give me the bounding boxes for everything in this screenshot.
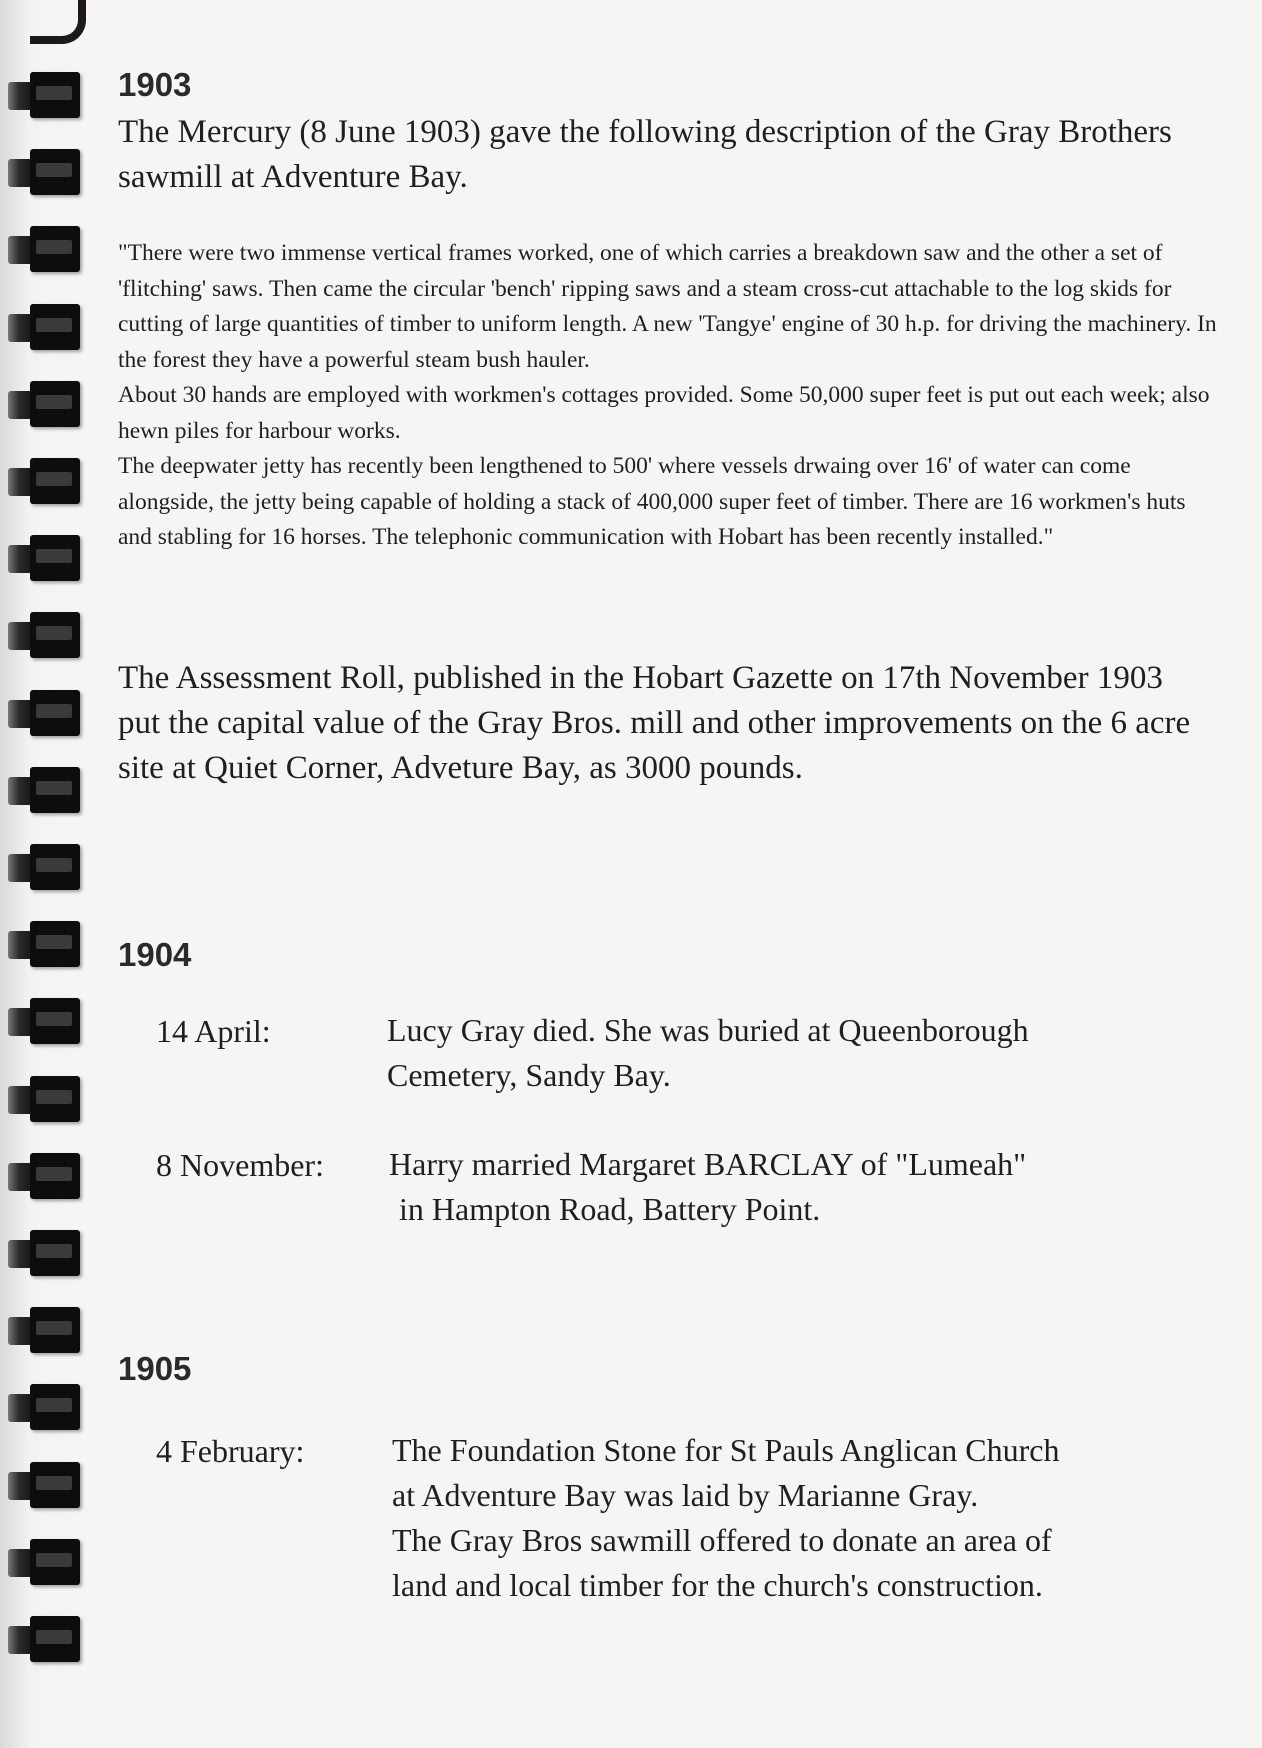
- event-text: [392, 1428, 1222, 1608]
- quote-paragraph: The deepwater jetty has recently been lengthened to 500' where vessels drwaing over 16' of water can come alongside, the jetty being capable of holding a stack of 400,000 super feet of timber. There are 16 workmen's huts and stabling for 16 horses. The telephonic communication with Hobart has been recently installed.": [118, 453, 1186, 550]
- event-text: [387, 1008, 1217, 1098]
- year-heading-1903: 1903: [118, 66, 192, 103]
- mercury-quote: [118, 236, 1218, 556]
- year-heading-1905: 1905: [118, 1350, 192, 1387]
- event-date: 4 February:: [156, 1433, 305, 1469]
- quote-paragraph: About 30 hands are employed with workmen's cottages provided. Some 50,000 super feet is put out each week; also hewn piles for harbour works.: [118, 382, 1210, 444]
- year-heading-1904: 1904: [118, 936, 192, 973]
- event-line: The Foundation Stone for St Pauls Anglican Church: [392, 1432, 1060, 1468]
- quote-paragraph: "There were two immense vertical frames worked, one of which carries a breakdown saw and the other a set of 'flitching' saws. Then came the circular 'bench' ripping saws and a steam cross-cut attachable to the log skids for cutting of large quantities of timber to uniform length. A new 'Tangye' engine of 30 h.p. for driving the machinery. In the forest they have a powerful steam bush hauler.: [118, 240, 1217, 373]
- event-line: land and local timber for the church's construction.: [392, 1567, 1043, 1603]
- event-line: in Hampton Road, Battery Point.: [399, 1191, 821, 1227]
- event-line: The Gray Bros sawmill offered to donate an area of: [392, 1522, 1052, 1558]
- mercury-intro-paragraph: The Mercury (8 June 1903) gave the following description of the Gray Brothers sawmill at Adventure Bay.: [118, 114, 1172, 195]
- event-line: Cemetery, Sandy Bay.: [387, 1057, 671, 1093]
- event-date: 14 April:: [156, 1013, 271, 1049]
- event-line: Harry married Margaret BARCLAY of "Lumeah": [389, 1146, 1027, 1182]
- event-line: at Adventure Bay was laid by Marianne Gray.: [392, 1477, 979, 1513]
- event-date: 8 November:: [156, 1147, 324, 1183]
- event-text: [389, 1142, 1219, 1232]
- event-line: Lucy Gray died. She was buried at Queenborough: [387, 1012, 1029, 1048]
- assessment-roll-paragraph: The Assessment Roll, published in the Hobart Gazette on 17th November 1903 put the capital value of the Gray Bros. mill and other improvements on the 6 acre site at Quiet Corner, Adveture Bay, as 3000 pounds.: [118, 660, 1191, 786]
